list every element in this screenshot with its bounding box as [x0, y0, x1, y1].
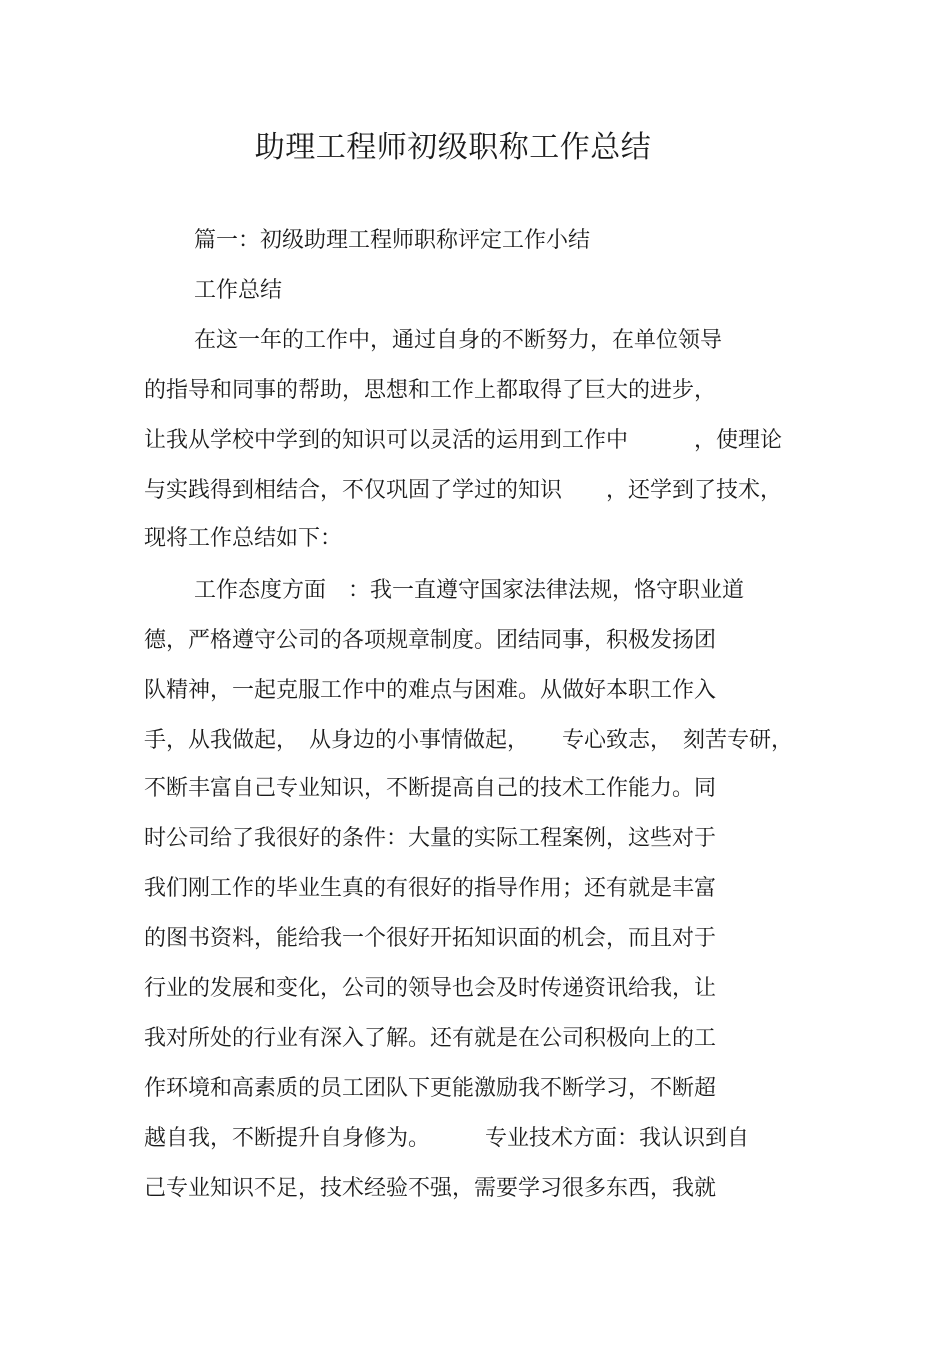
paragraph-line: 现将工作总结如下：	[144, 526, 343, 551]
paragraph-line: 行业的发展和变化，公司的领导也会及时传递资讯给我，让	[144, 976, 717, 1001]
paragraph-line: 工作态度方面 ：我一直遵守国家法律法规，恪守职业道	[194, 578, 745, 603]
paragraph-line: 作环境和高素质的员工团队下更能激励我不断学习，不断超	[144, 1076, 717, 1101]
subheading: 工作总结	[194, 278, 283, 303]
document-title: 助理工程师初级职称工作总结	[254, 130, 652, 165]
paragraph-line: 与实践得到相结合，不仅巩固了学过的知识 ，还学到了技术，	[144, 478, 783, 503]
paragraph-line: 手，从我做起， 从身边的小事情做起， 专心致志， 刻苦专研，	[144, 728, 794, 753]
paragraph-line: 的指导和同事的帮助，思想和工作上都取得了巨大的进步，	[144, 378, 717, 403]
paragraph-line: 让我从学校中学到的知识可以灵活的运用到工作中 ，使理论	[144, 428, 783, 453]
paragraph-line: 不断丰富自己专业知识，不断提高自己的技术工作能力。同	[144, 776, 717, 801]
paragraph-line: 队精神，一起克服工作中的难点与困难。从做好本职工作入	[144, 678, 717, 703]
paragraph-line: 在这一年的工作中，通过自身的不断努力，在单位领导	[194, 328, 723, 353]
section-heading: 篇一：初级助理工程师职称评定工作小结	[194, 228, 591, 253]
paragraph-line: 我对所处的行业有深入了解。还有就是在公司积极向上的工	[144, 1026, 717, 1051]
paragraph-line: 德，严格遵守公司的各项规章制度。团结同事，积极发扬团	[144, 628, 717, 653]
paragraph-line: 己专业知识不足，技术经验不强，需要学习很多东西，我就	[144, 1176, 717, 1201]
paragraph-line: 的图书资料，能给我一个很好开拓知识面的机会，而且对于	[144, 926, 717, 951]
paragraph-line: 我们刚工作的毕业生真的有很好的指导作用；还有就是丰富	[144, 876, 717, 901]
paragraph-line: 越自我，不断提升自身修为。 专业技术方面：我认识到自	[144, 1126, 750, 1151]
paragraph-line: 时公司给了我很好的条件：大量的实际工程案例，这些对于	[144, 826, 717, 851]
